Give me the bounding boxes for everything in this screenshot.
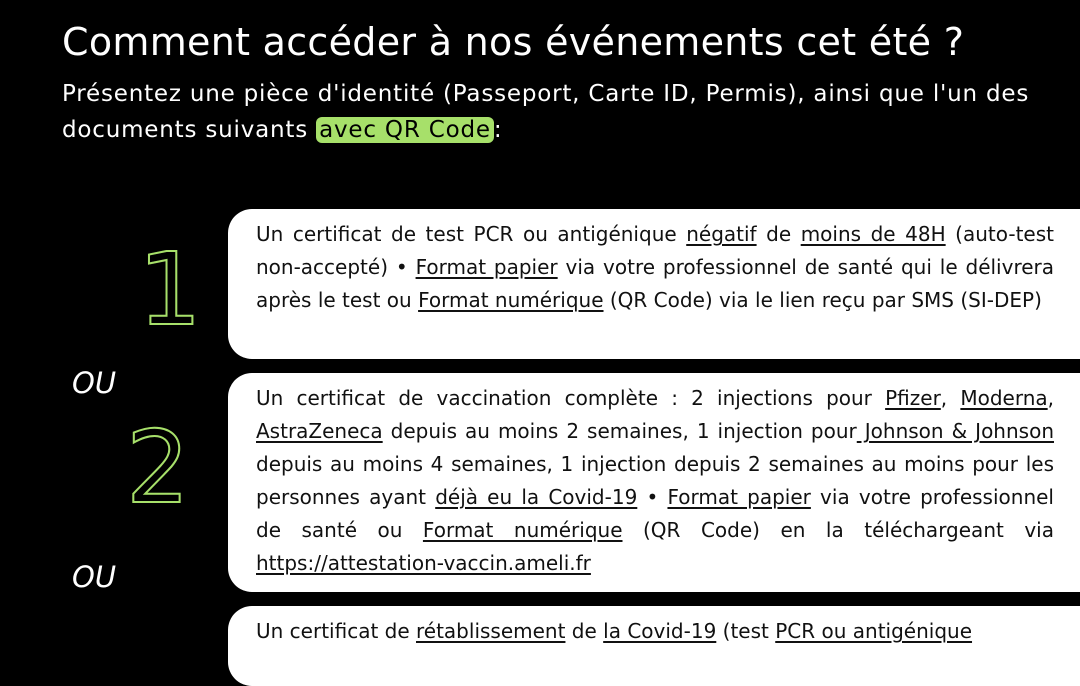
page-title: Comment accéder à nos événements cet été ? <box>62 20 965 64</box>
text-segment: , <box>1047 386 1055 410</box>
text-segment: • <box>637 485 668 509</box>
negative-underlined: négatif <box>686 222 757 246</box>
text-segment: de <box>756 222 801 246</box>
text-segment: (auto-test non-accepté) • <box>256 222 1054 279</box>
text-segment: (QR Code) en la téléchargeant via <box>622 518 1054 542</box>
option-2-text <box>256 382 1054 580</box>
text-segment: de <box>565 619 604 643</box>
covid-underlined: la Covid-19 <box>603 619 717 643</box>
text-segment: via votre professionnel de santé qui le délivrera après le test ou <box>256 255 1055 312</box>
instructions-main: Présentez une pièce d'identité (Passeport, Carte ID, Permis), ainsi que l'un des documents suivants <box>62 81 1030 143</box>
text-segment: depuis au moins 2 semaines, 1 injection pour <box>382 419 857 443</box>
48h-underlined: moins de 48H <box>800 222 946 246</box>
option-card-2 <box>228 373 1080 592</box>
text-segment: Un certificat de <box>256 619 416 643</box>
qr-code-highlight: avec QR Code <box>316 117 494 143</box>
option-number-1: 1 <box>138 231 202 348</box>
option-number-2: 2 <box>126 409 190 526</box>
moderna-underlined: Moderna <box>960 386 1048 410</box>
text-segment: (QR Code) via le lien reçu par SMS (SI-DEP) <box>603 288 1042 312</box>
digital-format-underlined: Format numérique <box>422 518 623 542</box>
text-segment: Un certificat de test PCR ou antigénique <box>256 222 687 246</box>
recovery-underlined: rétablissement <box>416 619 566 643</box>
johnson-underlined: Johnson & Johnson <box>856 419 1054 443</box>
option-card-1 <box>228 209 1080 359</box>
text-segment: (test <box>716 619 776 643</box>
digital-format-underlined: Format numérique <box>418 288 604 312</box>
astrazeneca-underlined: AstraZeneca <box>256 419 383 443</box>
paper-format-underlined: Format papier <box>415 255 558 279</box>
text-segment: depuis au moins 4 semaines, 1 injection depuis 2 semaines au moins pour les personnes ayant <box>256 452 1054 509</box>
or-separator: OU <box>72 560 117 594</box>
text-segment: Un certificat de vaccination complète : 2 injections pour <box>256 386 886 410</box>
option-3-text <box>256 615 1054 648</box>
covid-underlined: déjà eu la Covid-19 <box>435 485 638 509</box>
or-separator: OU <box>72 366 117 400</box>
text-segment: via votre professionnel de santé ou <box>256 485 1054 542</box>
text-segment: , <box>940 386 961 410</box>
pfizer-underlined: Pfizer <box>885 386 941 410</box>
option-1-text <box>256 218 1054 317</box>
instructions-colon: : <box>493 117 503 143</box>
option-card-3 <box>228 606 1080 686</box>
paper-format-underlined: Format papier <box>667 485 811 509</box>
pcr-underlined: PCR ou antigénique <box>775 619 973 643</box>
instructions-text <box>62 76 1052 148</box>
ameli-link[interactable]: https://attestation-vaccin.ameli.fr <box>256 551 591 575</box>
